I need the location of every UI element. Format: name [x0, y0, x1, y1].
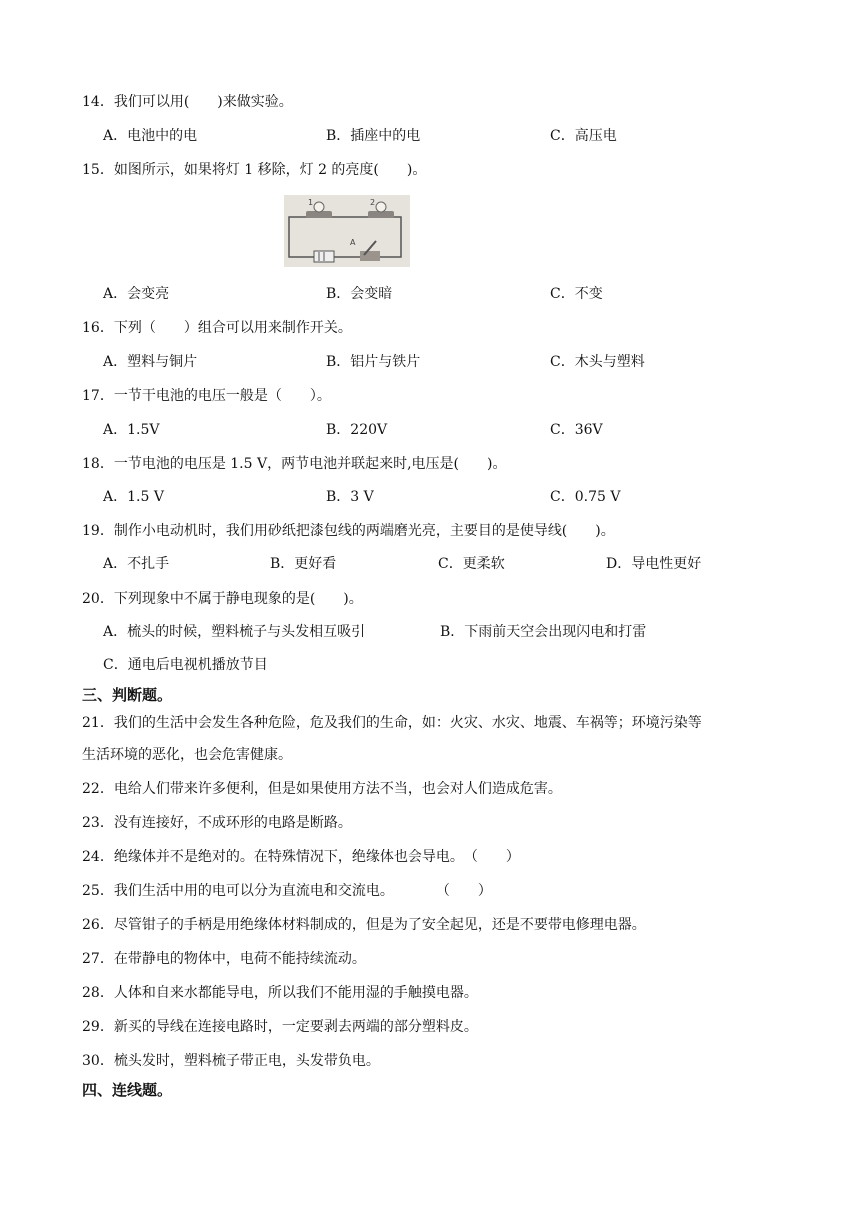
question-14-stem: 14．我们可以用( )来做实验。 — [82, 94, 293, 110]
question-22: 22．电给人们带来许多便利，但是如果使用方法不当，也会对人们造成危害。 — [82, 781, 562, 797]
question-14-option-a: A．电池中的电 — [103, 128, 198, 144]
question-30: 30．梳头发时，塑料梳子带正电，头发带负电。 — [82, 1053, 380, 1069]
question-20-stem: 20．下列现象中不属于静电现象的是( )。 — [82, 591, 363, 607]
lamp-2-label: 2 — [370, 198, 376, 207]
question-23: 23．没有连接好，不成环形的电路是断路。 — [82, 815, 352, 831]
question-19-option-d: D．导电性更好 — [606, 556, 702, 572]
question-15-option-c: C．不变 — [550, 286, 603, 302]
question-17-option-a: A．1.5V — [103, 422, 160, 438]
question-17-option-b: B．220V — [326, 422, 388, 438]
question-18-option-b: B．3 V — [326, 489, 374, 505]
question-15-option-a: A．会变亮 — [103, 286, 170, 302]
question-16-option-a: A．塑料与铜片 — [103, 354, 198, 370]
question-24: 24．绝缘体并不是绝对的。在特殊情况下，绝缘体也会导电。 （ ） — [82, 849, 520, 865]
question-26: 26．尽管钳子的手柄是用绝缘体材料制成的，但是为了安全起见，还是不要带电修理电器。 — [82, 917, 646, 933]
question-29: 29．新买的导线在连接电路时，一定要剥去两端的部分塑料皮。 — [82, 1019, 478, 1035]
circuit-diagram-figure — [284, 195, 410, 267]
question-20-option-b: B．下雨前天空会出现闪电和打雷 — [440, 624, 647, 640]
question-25: 25．我们生活中用的电可以分为直流电和交流电。 （ ） — [82, 883, 492, 899]
question-19-option-c: C．更柔软 — [438, 556, 505, 572]
question-21-line-1: 21．我们的生活中会发生各种危险，危及我们的生命，如：火灾、水灾、地震、车祸等；环境污染等 — [82, 715, 702, 731]
question-15-option-b: B．会变暗 — [326, 286, 393, 302]
battery-icon — [314, 251, 334, 262]
question-18-option-c: C．0.75 V — [550, 489, 621, 505]
question-19-stem: 19．制作小电动机时，我们用砂纸把漆包线的两端磨光亮，主要目的是使导线( )。 — [82, 523, 615, 539]
question-18-option-a: A．1.5 V — [103, 489, 164, 505]
question-28: 28．人体和自来水都能导电，所以我们不能用湿的手触摸电器。 — [82, 985, 478, 1001]
lamp-1-label: 1 — [308, 198, 314, 207]
question-14-option-b: B．插座中的电 — [326, 128, 421, 144]
question-21-line-2: 生活环境的恶化，也会危害健康。 — [82, 747, 292, 763]
question-17-option-c: C．36V — [550, 422, 603, 438]
question-16-option-c: C．木头与塑料 — [550, 354, 645, 370]
section-4-title: 四、连线题。 — [82, 1081, 173, 1099]
question-20-option-a: A．梳头的时候，塑料梳子与头发相互吸引 — [103, 624, 366, 640]
question-19-option-a: A．不扎手 — [103, 556, 170, 572]
question-16-option-b: B．铝片与铁片 — [326, 354, 421, 370]
question-15-stem: 15．如图所示，如果将灯 1 移除，灯 2 的亮度( )。 — [82, 162, 427, 178]
switch-label: A — [350, 238, 356, 247]
question-27: 27．在带静电的物体中，电荷不能持续流动。 — [82, 951, 366, 967]
question-20-option-c: C．通电后电视机播放节目 — [103, 657, 268, 673]
question-18-stem: 18．一节电池的电压是 1.5 V，两节电池并联起来时,电压是( )。 — [82, 456, 507, 472]
question-19-option-b: B．更好看 — [270, 556, 337, 572]
question-16-stem: 16．下列（ ）组合可以用来制作开关。 — [82, 320, 352, 336]
question-14-option-c: C．高压电 — [550, 128, 617, 144]
question-17-stem: 17．一节干电池的电压一般是（ ）。 — [82, 388, 331, 404]
section-3-title: 三、判断题。 — [82, 686, 173, 704]
